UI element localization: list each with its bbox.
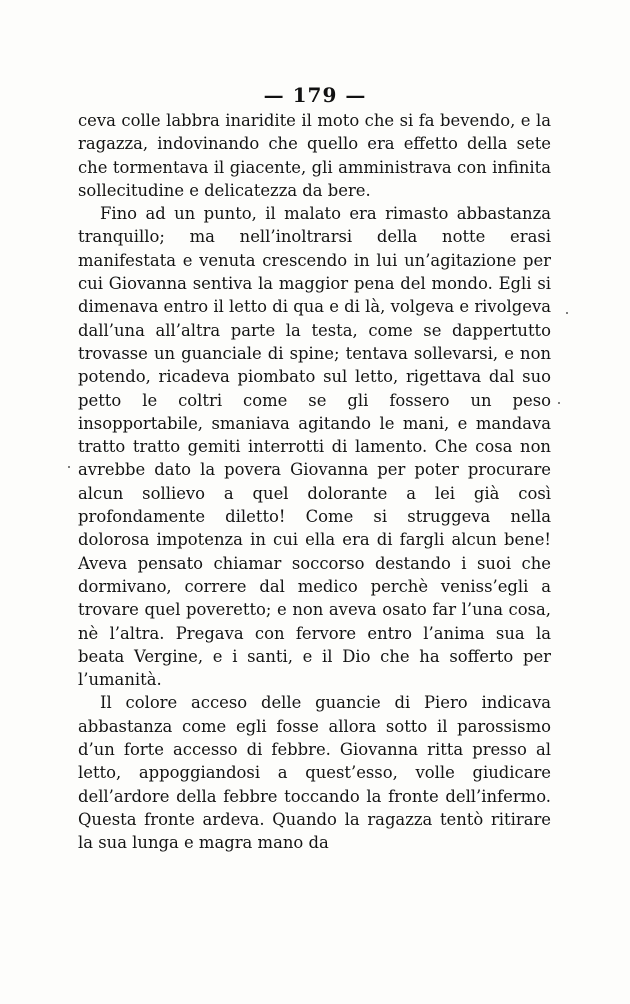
scan-speck bbox=[68, 466, 70, 468]
paragraph-agitation: Fino ad un punto, il malato era rimasto abbastanza tranquillo; ma nell’inoltrarsi della notte erasi manifestata e venuta crescendo in lui un’agitazione per cui Giovanna sentiva la maggior pena del mondo. Egli si dimenava entro il letto di qua e di là, volgeva e rivolgeva dall’una all’altra parte la testa, come se dappertutto trovasse un guanciale di spine; tentava sollevarsi, e non potendo, ricadeva piombato sul letto, rigettava dal suo petto le coltri come se gli fossero un peso insopportabile, smaniava agitando le mani, e mandava tratto tratto gemiti interrotti di lamento. Che cosa non avrebbe dato la povera Giovanna per poter procurare alcun sollievo a quel dolorante a lei già così profondamente diletto! Come si struggeva nella dolorosa impotenza in cui ella era di fargli alcun bene! Aveva pensato chiamar soccorso destando i suoi che dormivano, correre dal medico perchè veniss’egli a trovare quel poveretto; e non aveva osato far l’una cosa, nè l’altra. Pregava con fervore entro l’anima sua la beata Vergine, e i santi, e il Dio che ha sofferto per l’umanità. bbox=[78, 204, 551, 690]
page-number: — 179 — bbox=[263, 83, 367, 107]
scan-speck bbox=[566, 312, 568, 314]
scan-speck bbox=[558, 402, 560, 404]
body-text bbox=[78, 109, 551, 855]
paragraph-continuation: ceva colle labbra inaridite il moto che si fa bevendo, e la ragazza, indovinando che quello era effetto della sete che tormentava il giacente, gli amministrava con infinita sollecitudine e delicatezza da bere. bbox=[78, 111, 551, 200]
paragraph-fever: Il colore acceso delle guancie di Piero indicava abbastanza come egli fosse allora sotto il parossismo d’un forte accesso di febbre. Giovanna ritta presso al letto, appoggiandosi a quest’esso, volle giudicare dell’ardore della febbre toccando la fronte dell’infermo. Questa fronte ardeva. Quando la ragazza tentò ritirare la sua lunga e magra mano da bbox=[78, 693, 551, 853]
